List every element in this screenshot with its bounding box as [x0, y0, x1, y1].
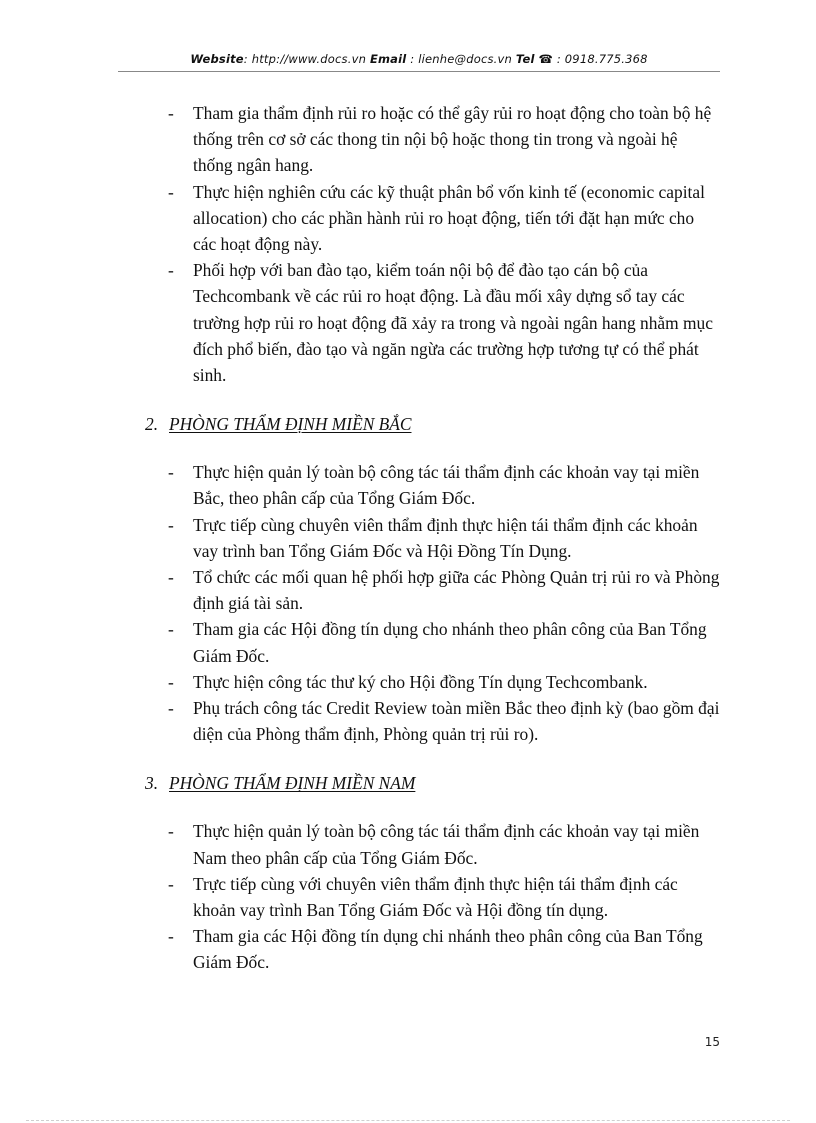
bullet-dash: - [168, 821, 174, 842]
list-item-text: Thực hiện nghiên cứu các kỹ thuật phân bổ vốn kinh tế (economic capital allocation) cho các phần hành rủi ro hoạt động, tiến tới đặt hạn mức cho các hoạt động này. [193, 181, 705, 255]
list-item-text: Trực tiếp cùng chuyên viên thẩm định thực hiện tái thẩm định các khoản vay trình ban Tổng Giám Đốc và Hội Đồng Tín Dụng. [193, 514, 698, 561]
list-item [0, 100, 816, 179]
bullet-dash: - [168, 671, 174, 692]
list-item-text: Phụ trách công tác Credit Review toàn miền Bắc theo định kỳ (bao gồm đại diện của Phòng thẩm định, Phòng quản trị rủi ro). [193, 698, 720, 745]
website-label: Website [190, 52, 244, 66]
list-item [0, 257, 816, 388]
page-number: 15 [704, 1035, 720, 1049]
email-label: Email [369, 52, 407, 66]
bullet-dash: - [168, 514, 174, 535]
tel-value: : 0918.775.368 [553, 52, 648, 66]
list-item-text: Tham gia thẩm định rủi ro hoặc có thể gây rủi ro hoạt động cho toàn bộ hệ thống trên cơ sở các thong tin nội bộ hoặc thong tin trong và ngoài hệ thống ngân hang. [193, 103, 712, 176]
section-3-list [0, 818, 816, 975]
website-value: : http://www.docs.vn [243, 52, 370, 66]
bullet-dash: - [168, 873, 174, 894]
list-item [0, 179, 816, 258]
bullet-dash: - [168, 462, 174, 483]
list-item-text: Phối hợp với ban đào tạo, kiểm toán nội bộ để đào tạo cán bộ của Techcombank về các rủi ro hoạt động. Là đầu mối xây dựng sổ tay các trường hợp rủi ro hoạt động đã xảy ra trong và ngoài ngân hang nhằm mục đích phổ biến, đào tạo và ngăn ngừa các trường hợp tương tự có thể phát sinh. [193, 260, 713, 386]
list-item [0, 695, 816, 747]
bullet-dash: - [168, 926, 174, 947]
section-3-number: 3. [145, 773, 159, 794]
bullet-dash: - [168, 181, 174, 202]
list-item-text: Thực hiện công tác thư ký cho Hội đồng Tín dụng Techcombank. [193, 671, 648, 692]
page-bottom-edge [26, 1120, 790, 1121]
list-item-text: Trực tiếp cùng với chuyên viên thẩm định thực hiện tái thẩm định các khoản vay trình Ban Tổng Giám Đốc và Hội đồng tín dụng. [193, 873, 678, 921]
list-item [0, 818, 816, 870]
bullet-dash: - [168, 567, 174, 588]
list-item [0, 512, 816, 564]
phone-icon: ☎ [538, 52, 553, 66]
section-2-heading [0, 411, 816, 437]
bullet-dash: - [168, 698, 174, 719]
list-item-text: Tham gia các Hội đồng tín dụng chi nhánh theo phân công của Ban Tổng Giám Đốc. [193, 926, 703, 973]
email-value: : lienhe@docs.vn [406, 52, 516, 66]
section-2-number: 2. [145, 414, 159, 435]
section-3-title: PHÒNG THẨM ĐỊNH MIỀN NAM [169, 773, 416, 794]
bullet-dash: - [168, 103, 174, 123]
list-item [0, 564, 816, 616]
section-1-list [0, 100, 816, 388]
bullet-dash: - [168, 619, 174, 640]
list-item [0, 871, 816, 923]
header-divider [118, 71, 720, 72]
list-item-text: Tổ chức các mối quan hệ phối hợp giữa các Phòng Quản trị rủi ro và Phòng định giá tài sản. [193, 567, 720, 614]
page-header [118, 52, 720, 66]
list-item [0, 616, 816, 668]
list-item [0, 923, 816, 975]
section-3-heading [0, 770, 816, 796]
document-body [0, 100, 816, 976]
list-item-text: Thực hiện quản lý toàn bộ công tác tái thẩm định các khoản vay tại miền Bắc, theo phân cấp của Tổng Giám Đốc. [193, 462, 700, 509]
section-2-list [0, 459, 816, 747]
list-item-text: Thực hiện quản lý toàn bộ công tác tái thẩm định các khoản vay tại miền Nam theo phân cấp của Tổng Giám Đốc. [193, 821, 700, 868]
list-item [0, 459, 816, 511]
section-2-title: PHÒNG THẨM ĐỊNH MIỀN BẮC [169, 414, 412, 435]
bullet-dash: - [168, 260, 174, 281]
tel-label: Tel [515, 52, 535, 66]
list-item [0, 669, 816, 695]
list-item-text: Tham gia các Hội đồng tín dụng cho nhánh theo phân công của Ban Tổng Giám Đốc. [193, 619, 707, 666]
